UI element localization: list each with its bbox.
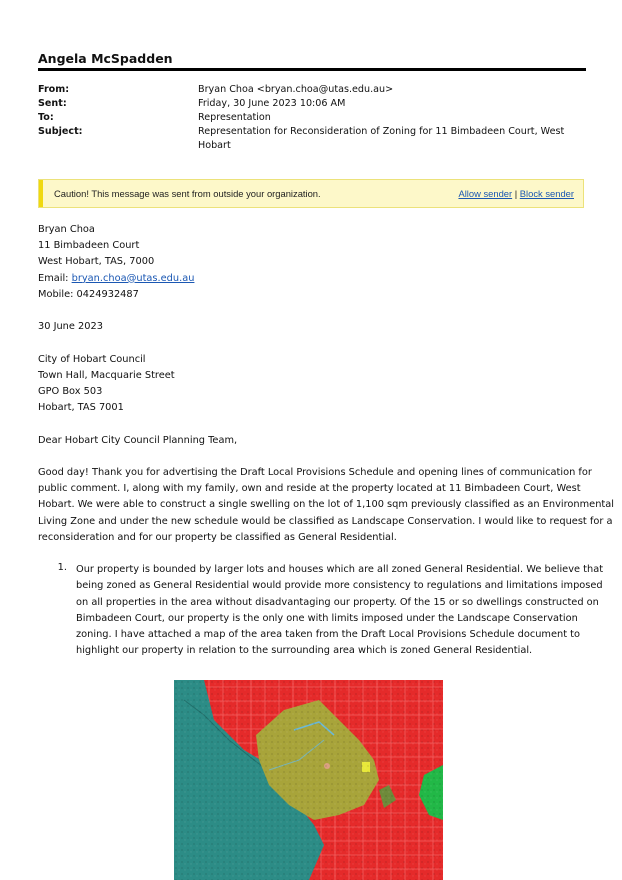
sender-mobile: Mobile: 0424932487 — [38, 288, 139, 300]
email-label: Email: — [38, 272, 69, 284]
point-line: Bimbadeen Court, our property is the only one with limits imposed under the Landscape Conservation — [76, 612, 578, 624]
point-line: highlight our property in relation to the surrounding area which is zoned General Residential. — [76, 645, 533, 657]
recipient-street: Town Hall, Macquarie Street — [38, 369, 175, 381]
caution-actions — [458, 188, 574, 199]
point-line: Our property is bounded by larger lots and houses which are all zoned General Residential. We believe that — [76, 564, 604, 576]
to-value: Representation — [198, 112, 271, 123]
caution-accent-bar — [39, 180, 43, 207]
allow-sender-link[interactable]: Allow sender — [458, 188, 513, 199]
subject-label: Subject: — [38, 126, 83, 137]
point-line: on all properties in the area without disadvantaging our property. Of the 15 or so dwellings constructed on — [76, 596, 599, 608]
from-value: Bryan Choa <bryan.choa@utas.edu.au> — [198, 84, 394, 95]
letter-body — [38, 222, 614, 659]
to-row — [38, 111, 586, 125]
intro-line: Hobart. We were able to construct a single swelling on the lot of 1,100 sqm previously classified as an Environmental — [38, 499, 614, 511]
recipient-org: City of Hobart Council — [38, 353, 146, 365]
recipient-po-box: GPO Box 503 — [38, 386, 103, 397]
zoning-map-image — [174, 680, 443, 880]
letter-date: 30 June 2023 — [38, 321, 103, 333]
sender-email-link[interactable]: bryan.choa@utas.edu.au — [71, 272, 195, 284]
sender-city: West Hobart, TAS, 7000 — [38, 256, 155, 268]
from-row — [38, 83, 586, 97]
intro-line: reconsideration and for our property be classified as General Residential. — [38, 531, 397, 543]
caution-text: Caution! This message was sent from outside your organization. — [54, 188, 321, 199]
mailbox-owner-name: Angela McSpadden — [38, 51, 173, 66]
external-sender-banner — [38, 179, 584, 208]
header-divider — [38, 68, 586, 71]
subject-row — [38, 125, 586, 153]
subject-value: Representation for Reconsideration of Zoning for 11 Bimbadeen Court, West Hobart — [198, 126, 565, 151]
sender-name: Bryan Choa — [38, 224, 95, 235]
sender-email-line — [38, 271, 590, 287]
salutation: Dear Hobart City Council Planning Team, — [38, 434, 238, 446]
caution-separator: | — [514, 188, 518, 199]
intro-line: public comment. I, along with my family, own and reside at the property located at 11 Bimbadeen Court, West — [38, 483, 581, 495]
intro-paragraph — [38, 465, 614, 546]
to-label: To: — [38, 112, 54, 123]
intro-line: Good day! Thank you for advertising the Draft Local Provisions Schedule and opening lines of communication for — [38, 466, 592, 478]
sent-row — [38, 97, 586, 111]
point-number: 1. — [57, 562, 67, 574]
point-text — [76, 562, 603, 659]
point-line: being zoned as General Residential would provide more consistency to regulations and limitations imposed — [76, 580, 603, 592]
sender-street: 11 Bimbadeen Court — [38, 240, 140, 252]
numbered-point-1 — [38, 562, 604, 659]
point-line: zoning. I have attached a map of the area taken from the Draft Local Provisions Schedule document to — [76, 629, 580, 640]
from-label: From: — [38, 84, 70, 95]
zoning-map — [174, 680, 443, 880]
sent-label: Sent: — [38, 98, 67, 109]
recipient-city: Hobart, TAS 7001 — [38, 402, 124, 414]
intro-line: Living Zone and under the new schedule would be classified as Landscape Conservation. I would like to request for a — [38, 515, 613, 527]
block-sender-link[interactable]: Block sender — [519, 188, 574, 199]
email-header — [38, 83, 586, 153]
sent-value: Friday, 30 June 2023 10:06 AM — [198, 98, 346, 109]
